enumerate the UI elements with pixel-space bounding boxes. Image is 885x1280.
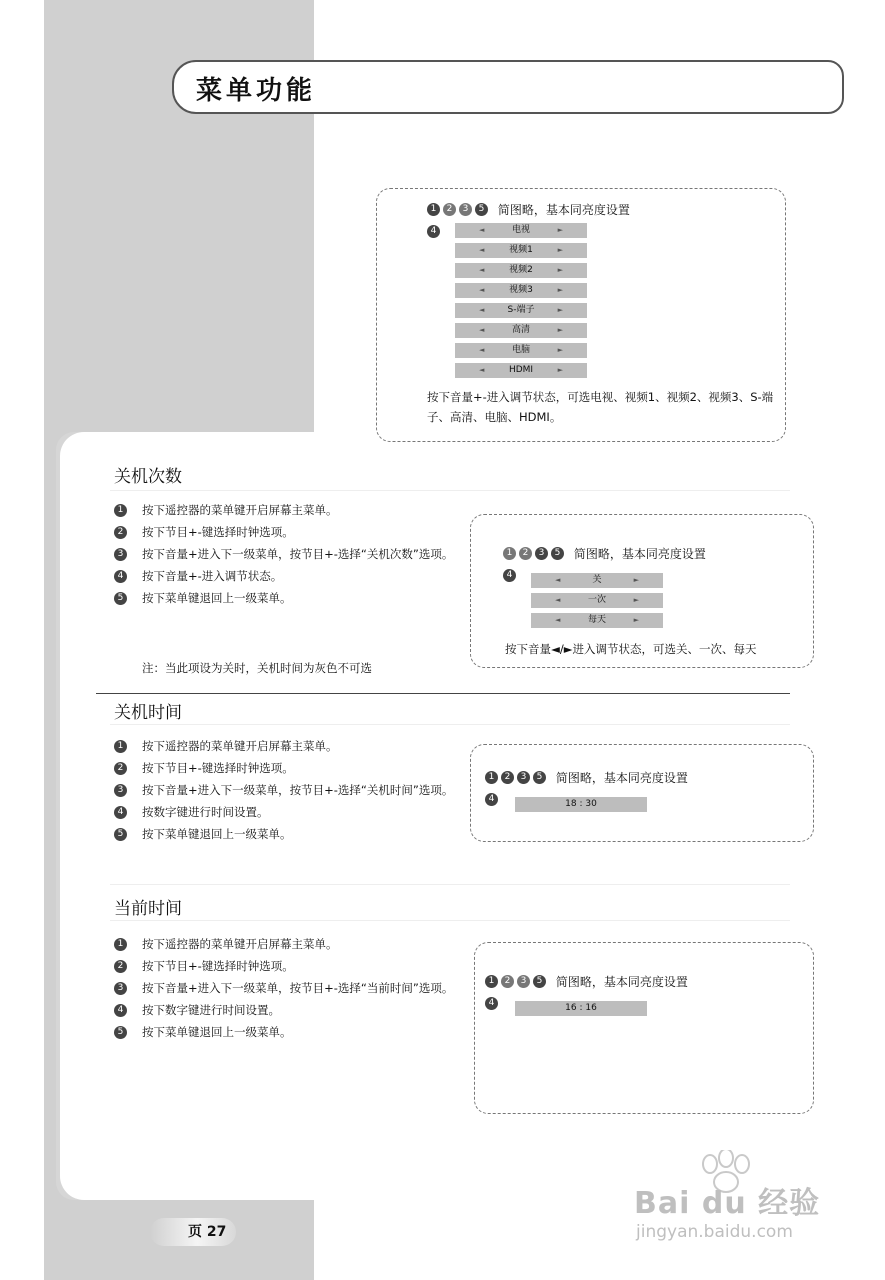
option-row [531, 613, 663, 628]
left-arrow-icon: ◄ [479, 286, 485, 294]
left-arrow-icon: ◄ [555, 596, 561, 604]
diagram-header [427, 201, 630, 218]
step-circle: 3 [517, 975, 530, 988]
time-value: 18 : 30 [565, 799, 597, 809]
divider [110, 884, 790, 885]
step-text: 按下遥控器的菜单键开启屏幕主菜单。 [142, 937, 338, 951]
step-item [114, 524, 454, 541]
diagram-header [485, 769, 688, 786]
step-circle: 4 [485, 793, 498, 806]
step-circle: 2 [501, 975, 514, 988]
option-row [455, 343, 587, 358]
left-arrow-icon: ◄ [479, 326, 485, 334]
diagram-header-text: 简图略，基本同亮度设置 [573, 547, 706, 561]
step-text: 按下菜单键退回上一级菜单。 [142, 827, 292, 841]
diagram-note: 按下音量+-进入调节状态，可选电视、视频1、视频2、视频3、S-端子、高清、电脑、HDMI。 [427, 390, 774, 424]
step-item [114, 568, 454, 585]
watermark [630, 1150, 840, 1250]
section-title-shutdown-time: 关机时间 [114, 703, 182, 723]
step-circle: 3 [535, 547, 548, 560]
page-number-tab [150, 1218, 236, 1246]
step-circle: 2 [114, 960, 127, 973]
diagram-header-text: 简图略，基本同亮度设置 [497, 203, 630, 217]
section-title-current-time: 当前时间 [114, 899, 182, 919]
option-label: 视频3 [509, 285, 533, 295]
step-circle: 5 [114, 1026, 127, 1039]
step-list [114, 502, 454, 612]
watermark-url: jingyan.baidu.com [636, 1222, 793, 1242]
step-item [114, 1024, 454, 1041]
left-arrow-icon: ◄ [479, 366, 485, 374]
diagram-header [503, 545, 706, 562]
option-label: 关 [592, 575, 602, 585]
step-text: 按下遥控器的菜单键开启屏幕主菜单。 [142, 503, 338, 517]
step-text: 按下遥控器的菜单键开启屏幕主菜单。 [142, 739, 338, 753]
step-item [114, 546, 454, 563]
right-arrow-icon: ► [633, 576, 639, 584]
option-row [455, 243, 587, 258]
right-arrow-icon: ► [557, 246, 563, 254]
option-row [531, 573, 663, 588]
diagram-header-text: 简图略，基本同亮度设置 [555, 771, 688, 785]
step-text: 按下数字键进行时间设置。 [142, 1003, 280, 1017]
step-text: 按下音量+-进入调节状态。 [142, 569, 283, 583]
section-divider [96, 693, 790, 694]
step-text: 按下节目+-键选择时钟选项。 [142, 959, 294, 973]
option-row [455, 283, 587, 298]
option-label: 电脑 [511, 345, 530, 355]
step-circle: 1 [114, 740, 127, 753]
option-row [455, 363, 587, 378]
right-arrow-icon: ► [557, 306, 563, 314]
step-item [114, 782, 454, 799]
step-item [114, 936, 454, 953]
step-circle: 2 [114, 762, 127, 775]
section-note: 注：当此项设为关时，关机时间为灰色不可选 [142, 661, 372, 675]
step-circle: 5 [114, 592, 127, 605]
step-circle: 5 [475, 203, 488, 216]
step-list [114, 738, 454, 848]
option-row [455, 303, 587, 318]
option-label: 视频1 [509, 245, 533, 255]
right-arrow-icon: ► [633, 596, 639, 604]
step-text: 按下菜单键退回上一级菜单。 [142, 591, 292, 605]
shutdown-count-diagram-box [470, 514, 814, 668]
right-arrow-icon: ► [557, 226, 563, 234]
right-arrow-icon: ► [633, 616, 639, 624]
step-text: 按下菜单键退回上一级菜单。 [142, 1025, 292, 1039]
step-text: 按下音量+进入下一级菜单，按节目+-选择“关机次数”选项。 [142, 547, 454, 561]
step-text: 按下音量+进入下一级菜单，按节目+-选择“当前时间”选项。 [142, 981, 454, 995]
step-item [114, 502, 454, 519]
step-text: 按下节目+-键选择时钟选项。 [142, 525, 294, 539]
option-label: 每天 [587, 615, 606, 625]
time-value-bar [515, 1001, 647, 1016]
source-diagram-box [376, 188, 786, 442]
step-circle: 1 [503, 547, 516, 560]
step-text: 按下节目+-键选择时钟选项。 [142, 761, 294, 775]
step-text: 按数字键进行时间设置。 [142, 805, 269, 819]
divider [110, 920, 790, 921]
divider [110, 724, 790, 725]
page-number: 页 27 [188, 1224, 227, 1240]
step-circle: 1 [114, 938, 127, 951]
left-arrow-icon: ◄ [555, 576, 561, 584]
step-circle: 3 [459, 203, 472, 216]
option-row [455, 223, 587, 238]
page-title-tab [172, 60, 844, 114]
step-circle: 2 [114, 526, 127, 539]
left-arrow-icon: ◄ [479, 226, 485, 234]
step-circle: 2 [501, 771, 514, 784]
time-value-bar [515, 797, 647, 812]
watermark-brand: Bai du 经验 [634, 1186, 821, 1221]
step-text: 按下音量+进入下一级菜单，按节目+-选择“关机时间”选项。 [142, 783, 454, 797]
step-circle: 4 [427, 225, 440, 238]
step-item [114, 804, 454, 821]
page-title: 菜单功能 [196, 76, 317, 106]
section-title-shutdown-count: 关机次数 [114, 467, 182, 487]
step-item [114, 980, 454, 997]
option-label: S-端子 [507, 305, 535, 315]
step-circle: 3 [114, 982, 127, 995]
option-row [455, 323, 587, 338]
step-circle: 5 [551, 547, 564, 560]
step-circle: 1 [427, 203, 440, 216]
step-circle: 3 [517, 771, 530, 784]
step-item [114, 738, 454, 755]
step-list [114, 936, 454, 1046]
step-circle: 5 [114, 828, 127, 841]
current-time-diagram-box [474, 942, 814, 1114]
step-circle: 1 [114, 504, 127, 517]
option-label: 视频2 [509, 265, 533, 275]
step-circle: 4 [503, 569, 516, 582]
step-circle: 4 [114, 806, 127, 819]
step-circle: 5 [533, 975, 546, 988]
step-circle: 4 [114, 1004, 127, 1017]
shutdown-time-diagram-box [470, 744, 814, 842]
option-label: 电视 [511, 225, 530, 235]
step-circle: 2 [519, 547, 532, 560]
time-value: 16 : 16 [565, 1003, 597, 1013]
option-row [531, 593, 663, 608]
left-arrow-icon: ◄ [555, 616, 561, 624]
left-arrow-icon: ◄ [479, 306, 485, 314]
divider [110, 490, 790, 491]
left-arrow-icon: ◄ [479, 246, 485, 254]
right-arrow-icon: ► [557, 286, 563, 294]
step-circle: 5 [533, 771, 546, 784]
right-arrow-icon: ► [557, 266, 563, 274]
step-item [114, 760, 454, 777]
left-arrow-icon: ◄ [479, 266, 485, 274]
right-arrow-icon: ► [557, 366, 563, 374]
option-label: 高清 [511, 325, 530, 335]
option-row [455, 263, 587, 278]
step-circle: 1 [485, 975, 498, 988]
step-item [114, 826, 454, 843]
diagram-header [485, 973, 688, 990]
right-arrow-icon: ► [557, 326, 563, 334]
step-circle: 4 [485, 997, 498, 1010]
step-circle: 3 [114, 548, 127, 561]
option-label: 一次 [587, 595, 606, 605]
step-circle: 2 [443, 203, 456, 216]
right-arrow-icon: ► [557, 346, 563, 354]
left-arrow-icon: ◄ [479, 346, 485, 354]
step-item [114, 1002, 454, 1019]
step-item [114, 958, 454, 975]
option-label: HDMI [508, 365, 534, 375]
diagram-note: 按下音量◄/►进入调节状态，可选关、一次、每天 [505, 642, 757, 656]
step-circle: 1 [485, 771, 498, 784]
diagram-header-text: 简图略，基本同亮度设置 [555, 975, 688, 989]
step-circle: 4 [114, 570, 127, 583]
step-circle: 3 [114, 784, 127, 797]
step-item [114, 590, 454, 607]
